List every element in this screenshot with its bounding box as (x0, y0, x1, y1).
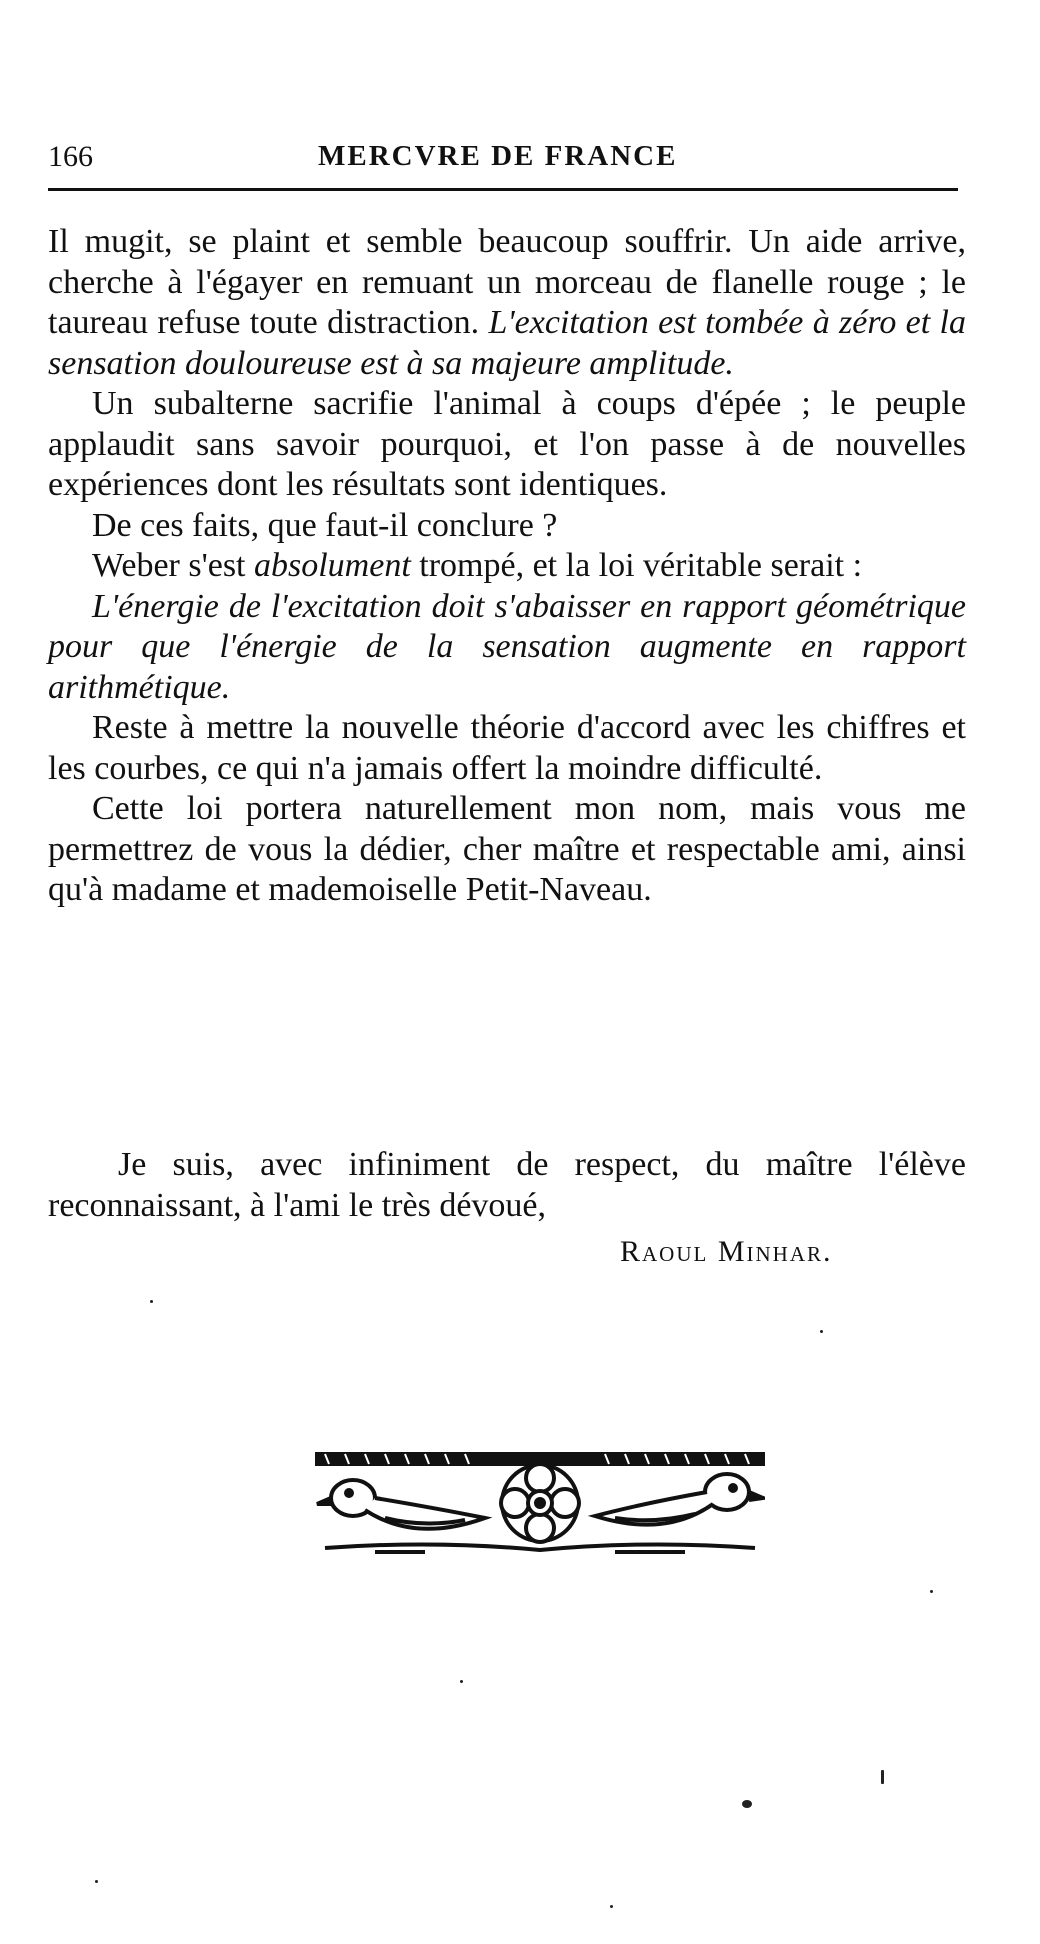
paper-speck (610, 1905, 613, 1908)
paragraph-2-text: Un subalterne sacrifie l'animal à coups d'épée ; le peuple applaudit sans savoir pourquoi, et l'on passe à de nouvelles expériences dont les résultats sont identiques. (48, 385, 966, 503)
ornament-vignette-icon (315, 1448, 765, 1563)
paragraph-3-text: De ces faits, que faut-il conclure ? (92, 506, 558, 544)
left-bird-icon (317, 1480, 485, 1529)
paper-speck (460, 1680, 463, 1683)
paper-speck (95, 1880, 98, 1883)
paragraph-6 (48, 708, 966, 789)
running-title: MERCVRE DE FRANCE (318, 140, 678, 172)
paragraph-3 (48, 506, 966, 547)
page-number: 166 (48, 140, 93, 173)
header-rule (48, 188, 958, 191)
paper-speck (930, 1590, 933, 1593)
closing-text: Je suis, avec infiniment de respect, du maître l'élève reconnaissant, à l'ami le très dévoué, (48, 1146, 966, 1224)
paragraph-5 (48, 587, 966, 709)
paragraph-1-text: Il mugit, se plaint et semble beaucoup souffrir. Un aide arrive, cherche à l'égayer en remuant un morceau de flanelle rouge ; le taureau refuse toute distraction. (48, 223, 966, 341)
paragraph-6-text: Reste à mettre la nouvelle théorie d'accord avec les chiffres et les courbes, ce qui n'a jamais offert la moindre difficulté. (48, 709, 966, 787)
right-bird-icon (595, 1474, 763, 1525)
paragraph-4-before: Weber s'est (92, 547, 254, 584)
paragraph-7 (48, 789, 966, 911)
closing-formula (48, 1145, 966, 1226)
paper-speck (820, 1330, 823, 1333)
paragraph-4-after: trompé, et la loi véritable serait : (410, 547, 863, 584)
signature: Raoul Minhar. (620, 1235, 833, 1268)
paragraph-4 (48, 546, 966, 587)
paper-speck (881, 1770, 884, 1784)
page-header (48, 140, 958, 184)
paper-speck (150, 1300, 153, 1303)
paper-speck (742, 1800, 752, 1808)
body-text (48, 222, 966, 911)
paragraph-1 (48, 222, 966, 384)
flower-icon (501, 1464, 579, 1542)
paragraph-4-italic: absolument (254, 547, 411, 584)
paragraph-5-italic: L'énergie de l'excitation doit s'abaisser en rapport géométrique pour que l'énergie de la sensation augmente en rapport arithmétique. (48, 587, 966, 706)
paragraph-2 (48, 384, 966, 506)
paragraph-1-italic: L'excitation est tombée à zéro et la sensation douloureuse est à sa majeure amplitude. (48, 304, 967, 382)
paragraph-7-text: Cette loi portera naturellement mon nom, mais vous me permettrez de vous la dédier, cher maître et respectable ami, ainsi qu'à madame et mademoiselle Petit-Naveau. (48, 790, 966, 908)
